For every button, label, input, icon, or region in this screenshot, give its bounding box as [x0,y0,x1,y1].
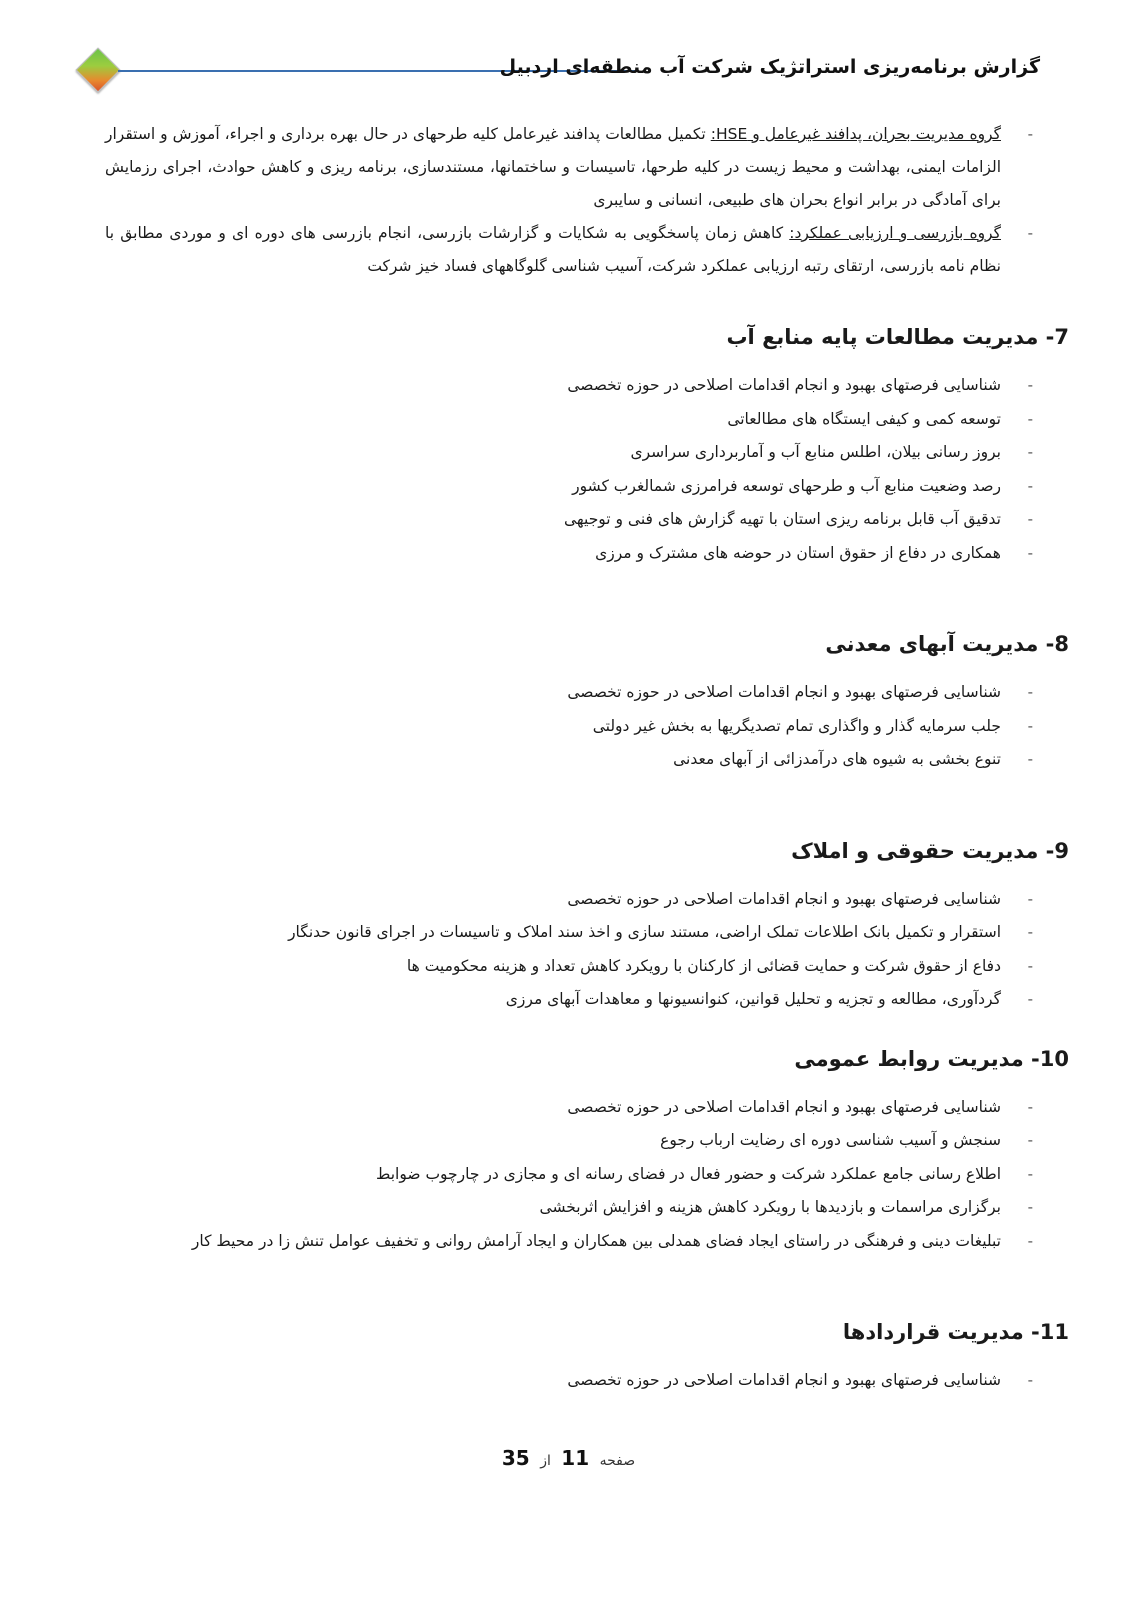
logo-icon [75,47,120,92]
section-title-7: 7- مدیریت مطالعات پایه منابع آب [726,325,1069,349]
bullet-dash: - [1027,409,1033,428]
bullet-dash: - [1027,224,1033,242]
item-text: همکاری در دفاع از حقوق استان در حوضه های مشترک و مرزی [595,543,1001,562]
bullet-dash: - [1027,476,1033,495]
section-title-8: 8- مدیریت آبهای معدنی [825,632,1069,656]
bullet-dash: - [1027,1164,1033,1183]
list-item [105,883,1033,917]
bullet-dash: - [1027,1097,1033,1116]
section-title-9: 9- مدیریت حقوقی و املاک [791,838,1069,863]
list-item [105,676,1033,710]
item-text: دفاع از حقوق شرکت و حمایت قضائی از کارکنان با رویکرد کاهش تعداد و هزینه محکومیت ها [406,956,1001,975]
item-text: شناسایی فرصتهای بهبود و انجام اقدامات اصلاحی در حوزه تخصصی [567,889,1001,908]
list-item [105,1124,1033,1158]
list-item [105,1225,1033,1259]
item-lead: گروه بازرسی و ارزیابی عملکرد: [789,224,1001,242]
section-7-list [105,369,1033,570]
page-footer [0,1446,1131,1470]
footer-page-word: صفحه [599,1453,636,1469]
item-text: اطلاع رسانی جامع عملکرد شرکت و حضور فعال در فضای رسانه ای و مجازی در چارچوب ضوابط [376,1164,1001,1183]
bullet-dash: - [1027,510,1033,528]
list-item [105,403,1033,437]
list-item [105,470,1033,504]
bullet-dash: - [1027,683,1033,701]
item-text: شناسایی فرصتهای بهبود و انجام اقدامات اصلاحی در حوزه تخصصی [567,683,1001,701]
item-lead: گروه مدیریت بحران، پدافند غیرعامل و HSE: [710,125,1001,143]
list-item [105,503,1033,537]
list-item [105,537,1033,571]
item-text: گردآوری، مطالعه و تجزیه و تحلیل قوانین، کنوانسیونها و معاهدات آبهای مرزی [505,990,1001,1008]
item-text: استقرار و تکمیل بانک اطلاعات تملک اراضی، مستند سازی و اخذ سند املاک و تاسیسات در اجرای قانون حدنگار [288,923,1001,941]
footer-page-number: 35 [501,1446,530,1470]
bullet-dash: - [1027,443,1033,461]
list-item [105,436,1033,470]
section-title-10: 10- مدیریت روابط عمومی [794,1046,1069,1071]
bullet-dash: - [1027,125,1033,143]
bullet-dash: - [1027,956,1033,975]
list-item [105,743,1033,777]
item-text: شناسایی فرصتهای بهبود و انجام اقدامات اصلاحی در حوزه تخصصی [567,1097,1001,1116]
list-item [105,950,1033,984]
section-title-11: 11- مدیریت قراردادها [842,1320,1069,1344]
bullet-dash: - [1027,543,1033,562]
list-item [105,916,1033,950]
list-item [105,710,1033,744]
item-text: رصد وضعیت منابع آب و طرحهای توسعه فرامرزی شمالغرب کشور [572,476,1001,495]
list-item [105,1191,1033,1225]
item-text: سنجش و آسیب شناسی دوره ای رضایت ارباب رجوع [660,1131,1001,1149]
bullet-dash: - [1027,1231,1033,1250]
item-text: توسعه کمی و کیفی ایستگاه های مطالعاتی [727,409,1001,428]
main-content [105,118,1069,1398]
bullet-dash: - [1027,376,1033,394]
item-text: بروز رسانی بیلان، اطلس منابع آب و آماربرداری سراسری [630,443,1001,461]
list-item [105,118,1033,217]
bullet-dash: - [1027,1371,1033,1389]
item-text: تبلیغات دینی و فرهنگی در راستای ایجاد فضای همدلی بین همکاران و ایجاد آرامش روانی و تخفیف عوامل تنش زا در محیط کار [191,1231,1001,1250]
footer-of-word: از [540,1453,551,1469]
item-text: شناسایی فرصتهای بهبود و انجام اقدامات اصلاحی در حوزه تخصصی [567,1371,1001,1389]
item-text: تنوع بخشی به شیوه های درآمدزائی از آبهای معدنی [673,750,1001,768]
bullet-dash: - [1027,750,1033,768]
header-title: گزارش برنامه‌ریزی استراتژیک شرکت آب منطقه‌ای اردبیل [499,56,1040,78]
list-item [105,1091,1033,1125]
bullet-dash: - [1027,990,1033,1008]
section-11-list [105,1364,1033,1398]
bullet-dash: - [1027,716,1033,735]
bullet-dash: - [1027,923,1033,941]
bullet-dash: - [1027,889,1033,908]
list-item [105,1158,1033,1192]
item-text: تکمیل مطالعات پدافند غیرعامل کلیه طرحهای در حال بهره برداری و اجراء، آموزش و استقرار الزامات ایمنی، بهداشت و محیط زیست در کلیه طرحها، تاسیسات و ساختمانها، مستندسازی، برنامه ریزی و کاهش حوادث، اجرای رزمایش برای آمادگی در برابر انواع بحران های طبیعی، انسانی و سایبری [105,125,1001,209]
section-9-list [105,883,1033,1017]
section-10-list [105,1091,1033,1259]
page-header [70,48,1040,98]
list-item [105,983,1033,1017]
item-text: کاهش زمان پاسخگویی به شکایات و گزارشات بازرسی، انجام بازرسی های دوره ای و موردی مطابق با نظام نامه بازرسی، ارتقای رتبه ارزیابی عملکرد شرکت، آسیب شناسی گلوگاههای فساد خیز شرکت [105,224,1001,275]
section-8-list [105,676,1033,777]
list-item [105,369,1033,403]
item-text: تدقیق آب قابل برنامه ریزی استان با تهیه گزارش های فنی و توجیهی [563,510,1001,528]
bullet-dash: - [1027,1198,1033,1216]
footer-total-pages: 11 [561,1446,590,1470]
item-text: جلب سرمایه گذار و واگذاری تمام تصدیگریها به بخش غیر دولتی [592,716,1001,735]
intro-list [105,118,1033,283]
bullet-dash: - [1027,1131,1033,1149]
item-text: برگزاری مراسمات و بازدیدها با رویکرد کاهش هزینه و افزایش اثربخشی [539,1198,1001,1216]
list-item [105,1364,1033,1398]
item-text: شناسایی فرصتهای بهبود و انجام اقدامات اصلاحی در حوزه تخصصی [567,376,1001,394]
list-item [105,217,1033,283]
